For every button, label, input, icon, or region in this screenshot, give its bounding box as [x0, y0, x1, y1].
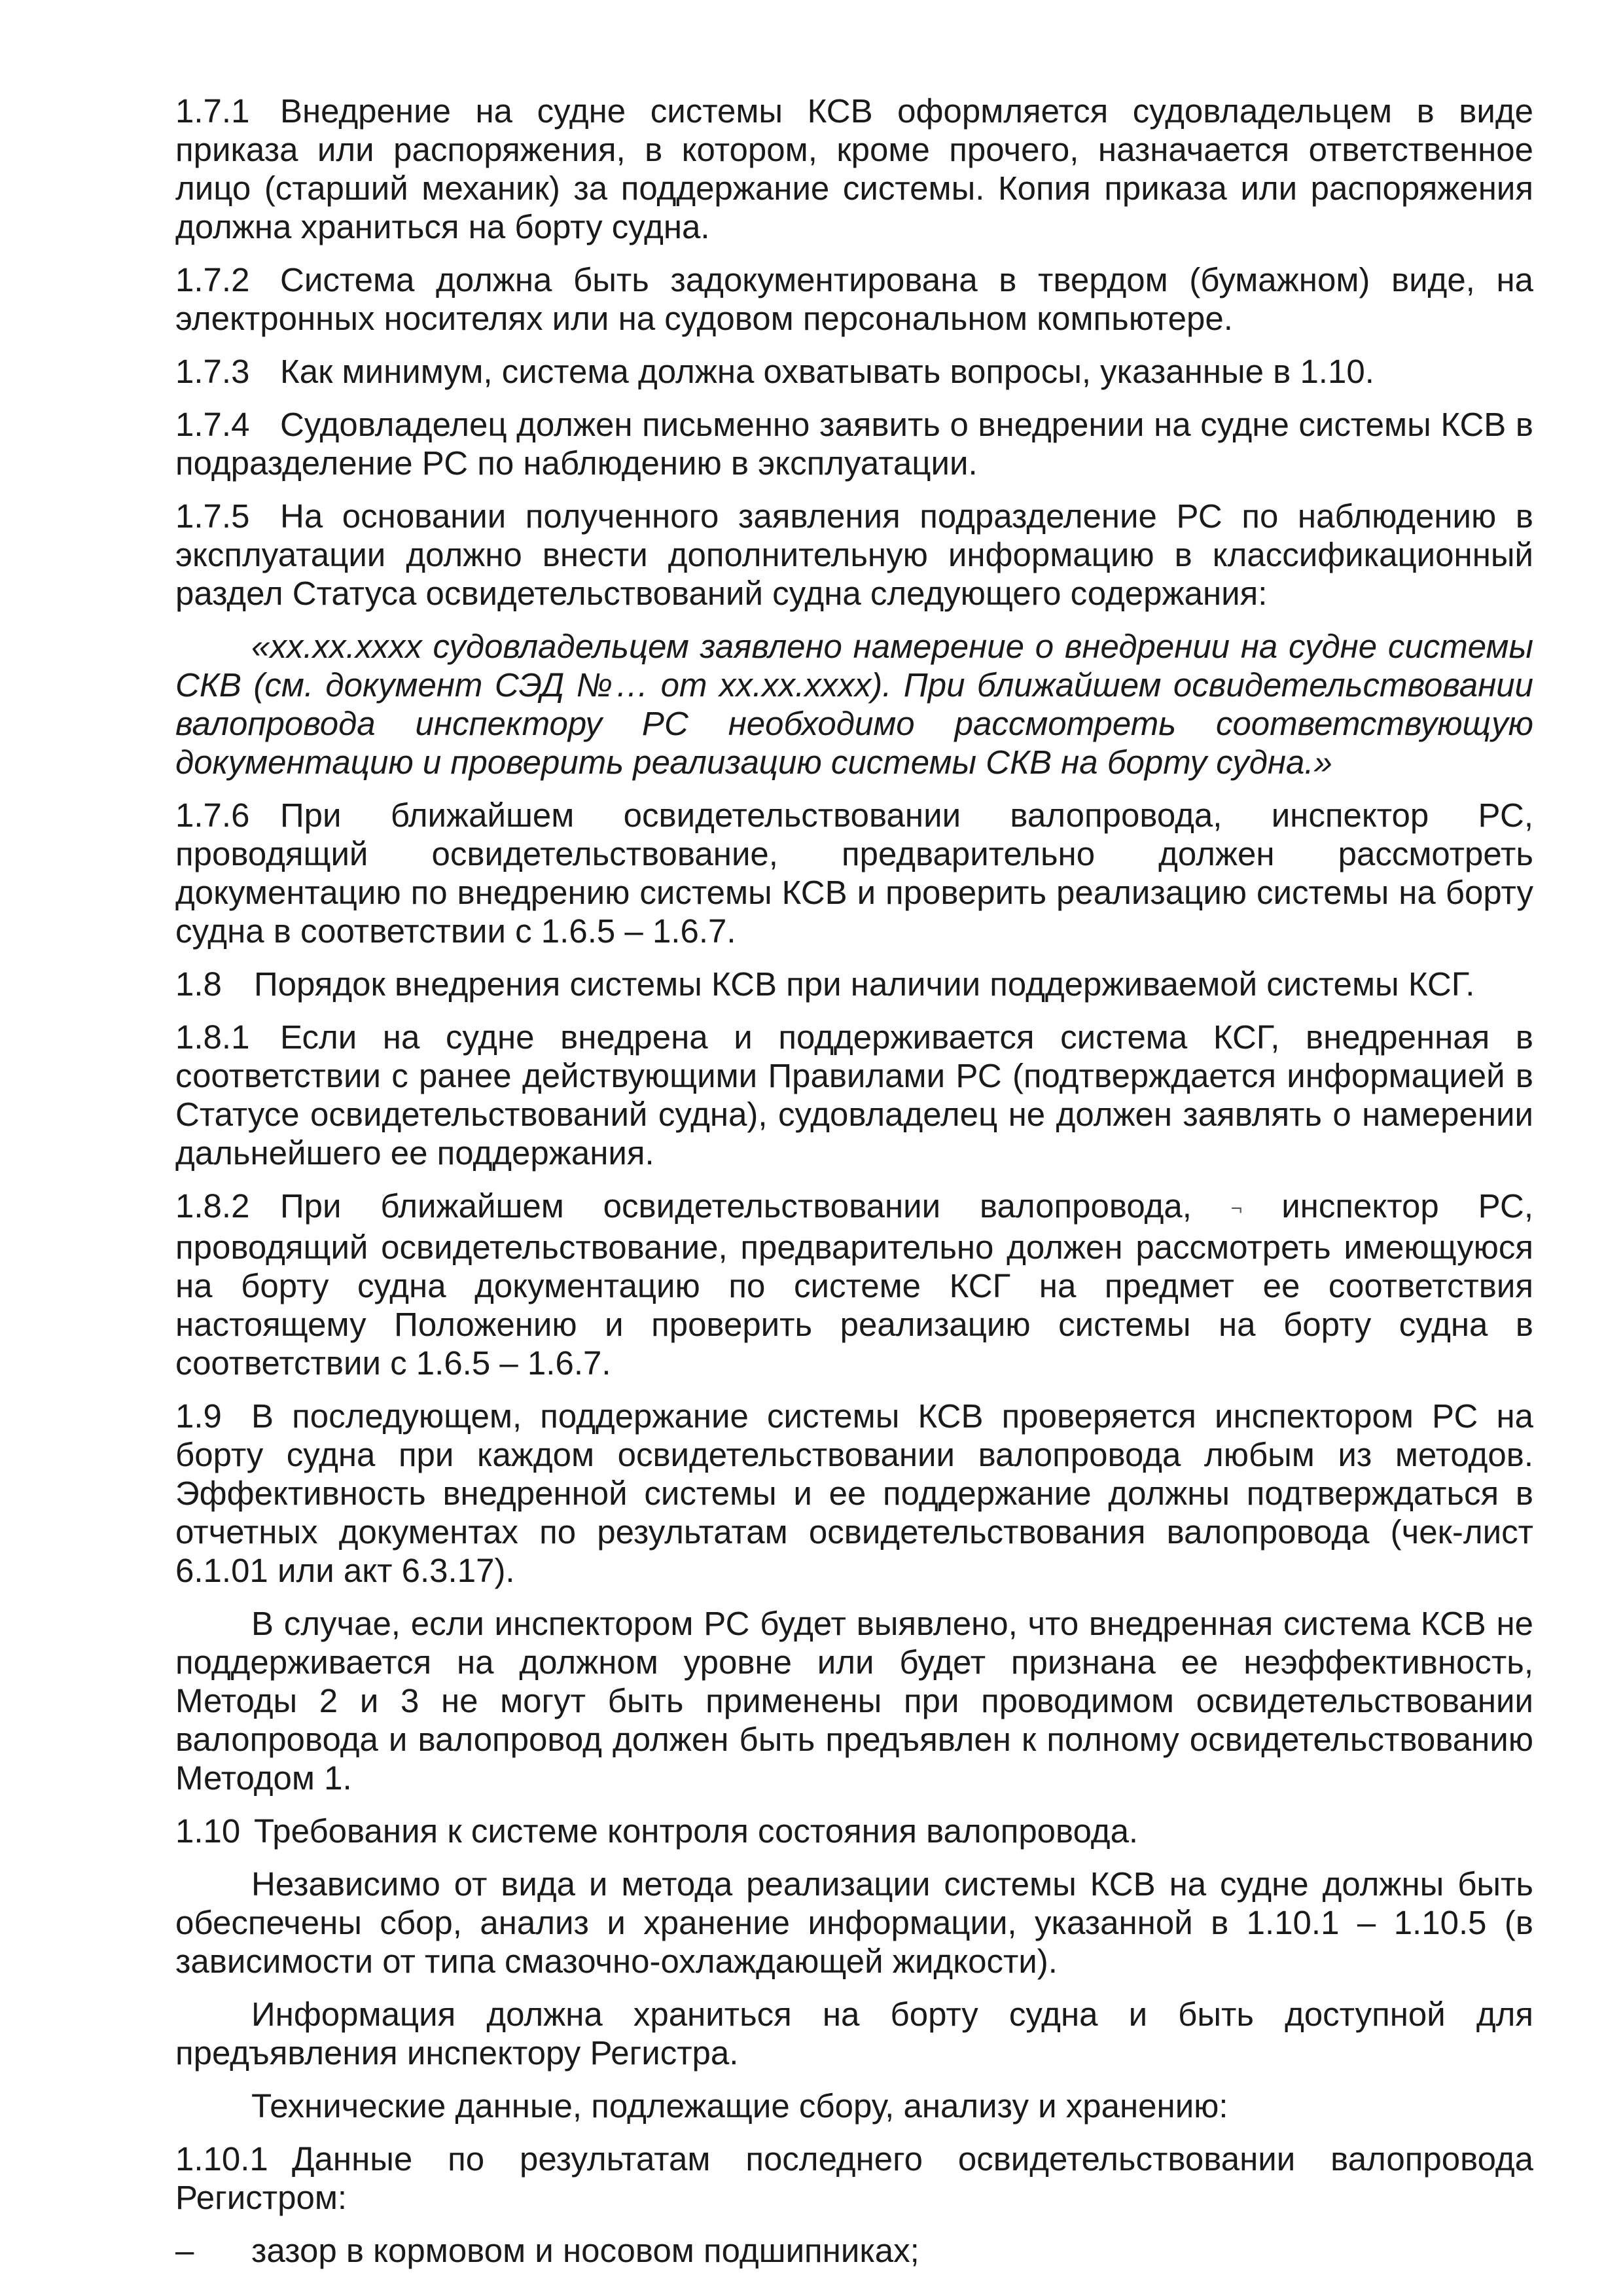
section-title: Порядок внедрения системы КСВ при наличии поддерживаемой системы КСГ. [254, 965, 1475, 1003]
paragraph-1-10-storage: Информация должна храниться на борту судна и быть доступной для предъявления инспектору Регистра. [175, 1996, 1533, 2072]
clause-number: 1.7.2 [175, 261, 250, 298]
section-number: 1.8 [175, 965, 222, 1003]
paragraph-1-9 [175, 1397, 1533, 1590]
paragraph-1-7-6 [175, 796, 1533, 950]
paragraph-1-10-1 [175, 2140, 1533, 2217]
paragraph-1-7-5 [175, 497, 1533, 613]
clause-number: 1.8.1 [175, 1018, 250, 1056]
edit-mark: ¬ [1230, 1198, 1243, 1220]
paragraph-1-7-1 [175, 92, 1533, 246]
section-number: 1.9 [175, 1397, 222, 1435]
clause-text: Если на судне внедрена и поддерживается система КСГ, внедренная в соответствии с ранее действующими Правилами РС (подтверждается информацией в Статусе освидетельствований судна), судовладелец не должен заявлять о намерении дальнейшего ее поддержания. [175, 1018, 1533, 1172]
clause-text: На основании полученного заявления подразделение РС по наблюдению в эксплуатации должно внести дополнительную информацию в классификационный раздел Статуса освидетельствований судна следующего содержания: [175, 497, 1533, 612]
clause-number: 1.10.1 [175, 2140, 268, 2178]
section-text: В последующем, поддержание системы КСВ проверяется инспектором РС на борту судна при каждом освидетельствовании валопровода любым из методов. Эффективность внедренной системы и ее поддержание должны подтверждаться в отчетных документах по результатам освидетельствования валопровода (чек-лист 6.1.01 или акт 6.3.17). [175, 1397, 1533, 1590]
clause-text: Внедрение на судне системы КСВ оформляется судовладельцем в виде приказа или распоряжения, в котором, кроме прочего, назначается ответственное лицо (старший механик) за поддержание системы. Копия приказа или распоряжения должна храниться на борту судна. [175, 92, 1533, 245]
paragraph-1-7-4 [175, 405, 1533, 482]
clause-text: При ближайшем освидетельствовании валопровода, инспектор РС, проводящий освидетельствование, предварительно должен рассмотреть документацию по внедрению системы КСВ и проверить реализацию системы на борту судна в соответствии с 1.6.5 – 1.6.7. [175, 797, 1533, 950]
paragraph-1-9-continuation: В случае, если инспектором РС будет выявлено, что внедренная система КСВ не поддерживается на должном уровне или будет признана ее неэффективность, Методы 2 и 3 не могут быть применены при проводимом освидетельствовании валопровода и валопровод должен быть предъявлен к полному освидетельствованию Методом 1. [175, 1605, 1533, 1797]
list-item-text: зазор в кормовом и носовом подшипниках; [251, 2232, 919, 2270]
paragraph-1-8 [175, 965, 1533, 1003]
list-item [175, 2231, 1533, 2270]
clause-text: Система должна быть задокументирована в твердом (бумажном) виде, на электронных носителях или на судовом персональном компьютере. [175, 261, 1533, 337]
clause-text-end: инспектор РС, проводящий освидетельствование, предварительно должен рассмотреть имеющуюся на борту судна документацию по системе КСГ на предмет ее соответствия настоящему Положению и проверить реализацию системы на борту судна в соответствии с 1.6.5 – 1.6.7. [175, 1187, 1534, 1382]
section-number: 1.10 [175, 1812, 241, 1850]
clause-text: Судовладелец должен письменно заявить о внедрении на судне системы КСВ в подразделение РС по наблюдению в эксплуатации. [175, 406, 1533, 482]
paragraph-1-10-data-heading: Технические данные, подлежащие сбору, анализу и хранению: [251, 2087, 1228, 2125]
paragraph-1-8-1 [175, 1018, 1533, 1172]
clause-number: 1.7.3 [175, 353, 250, 390]
dash-bullet: – [175, 2232, 194, 2270]
clause-text: Данные по результатам последнего освидетельствовании валопровода Регистром: [175, 2140, 1533, 2217]
paragraph-1-10 [175, 1812, 1533, 1850]
section-title: Требования к системе контроля состояния валопровода. [254, 1812, 1139, 1850]
clause-number: 1.7.4 [175, 406, 250, 443]
clause-number: 1.7.5 [175, 497, 250, 535]
clause-text: Как минимум, система должна охватывать вопросы, указанные в 1.10. [280, 353, 1374, 390]
clause-number: 1.7.6 [175, 797, 250, 834]
paragraph-1-8-2 [175, 1187, 1533, 1382]
paragraph-1-10-intro: Независимо от вида и метода реализации системы КСВ на судне должны быть обеспечены сбор, анализ и хранение информации, указанной в 1.10.1 – 1.10.5 (в зависимости от типа смазочно-охлаждающей жидкости). [175, 1865, 1533, 1981]
status-entry-quote: «хх.хх.хххх судовладельцем заявлено намерение о внедрении на судне системы СКВ (см. документ СЭД №… от хх.хх.хххх). При ближайшем освидетельствовании валопровода инспектору РС необходимо рассмотреть соответствующую документацию и проверить реализацию системы СКВ на борту судна.» [175, 628, 1533, 781]
clause-number: 1.8.2 [175, 1187, 250, 1225]
paragraph-1-7-2 [175, 260, 1533, 338]
clause-text-start: При ближайшем освидетельствовании валопровода, [280, 1187, 1192, 1225]
paragraph-1-7-3 [175, 352, 1533, 391]
clause-number: 1.7.1 [175, 92, 250, 130]
document-body [175, 92, 1533, 2283]
